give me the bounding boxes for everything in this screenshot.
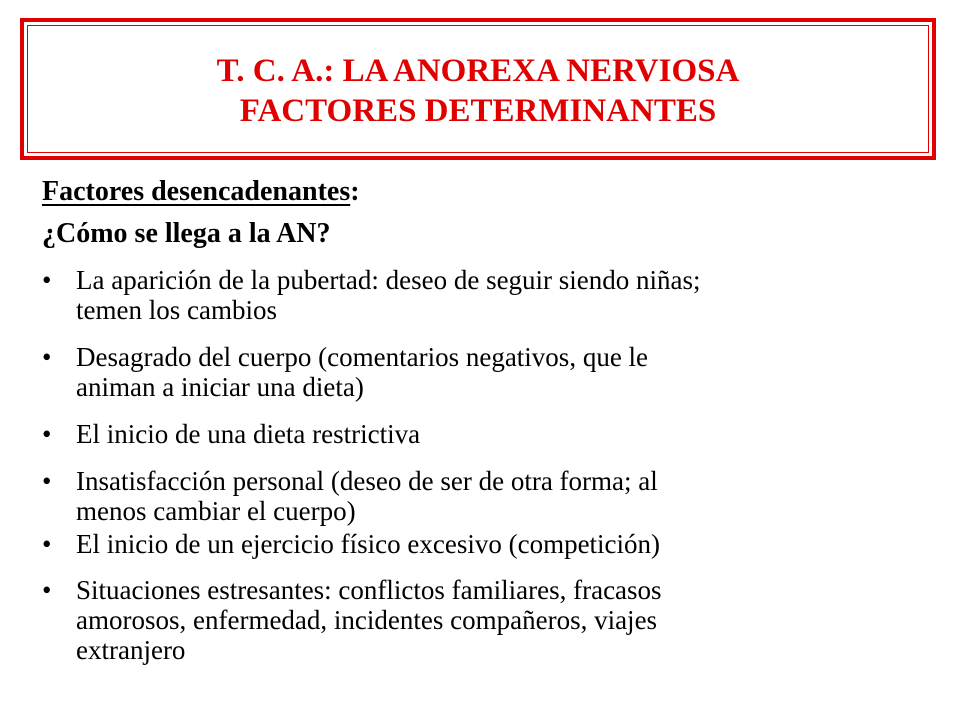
bullet-item bbox=[42, 265, 942, 325]
section-heading-text: Factores desencadenantes bbox=[42, 176, 351, 207]
bullet-icon: • bbox=[42, 466, 52, 496]
slide-content bbox=[42, 170, 942, 665]
bullet-line: extranjero bbox=[76, 635, 186, 665]
bullet-line: El inicio de un ejercicio físico excesivo (competición) bbox=[76, 529, 661, 559]
bullet-icon: • bbox=[42, 575, 52, 605]
section-question: ¿Cómo se llega a la AN? bbox=[42, 218, 331, 249]
title-box bbox=[20, 18, 936, 160]
slide-title-line-1: T. C. A.: LA ANOREXA NERVIOSA bbox=[216, 53, 740, 89]
bullet-icon: • bbox=[42, 265, 52, 295]
bullet-list bbox=[42, 265, 942, 665]
bullet-item bbox=[42, 342, 942, 402]
slide-title-line-2: FACTORES DETERMINANTES bbox=[239, 93, 717, 129]
bullet-line: menos cambiar el cuerpo) bbox=[76, 496, 356, 526]
bullet-line: temen los cambios bbox=[76, 295, 277, 325]
bullet-icon: • bbox=[42, 419, 52, 449]
bullet-item bbox=[42, 419, 942, 449]
bullet-line: Situaciones estresantes: conflictos familiares, fracasos bbox=[76, 575, 662, 605]
bullet-icon: • bbox=[42, 529, 52, 559]
bullet-line: animan a iniciar una dieta) bbox=[76, 372, 364, 402]
bullet-item bbox=[42, 575, 942, 665]
section-heading bbox=[42, 172, 942, 212]
bullet-line: El inicio de una dieta restrictiva bbox=[76, 419, 421, 449]
bullet-line: La aparición de la pubertad: deseo de seguir siendo niñas; bbox=[76, 265, 701, 295]
section-heading-colon: : bbox=[350, 176, 360, 207]
bullet-line: amorosos, enfermedad, incidentes compañeros, viajes bbox=[76, 605, 658, 635]
bullet-item bbox=[42, 466, 942, 526]
slide-title bbox=[217, 51, 740, 131]
bullet-item bbox=[42, 529, 942, 559]
bullet-icon: • bbox=[42, 342, 52, 372]
bullet-line: Desagrado del cuerpo (comentarios negativos, que le bbox=[76, 342, 649, 372]
bullet-line: Insatisfacción personal (deseo de ser de otra forma; al bbox=[76, 466, 658, 496]
